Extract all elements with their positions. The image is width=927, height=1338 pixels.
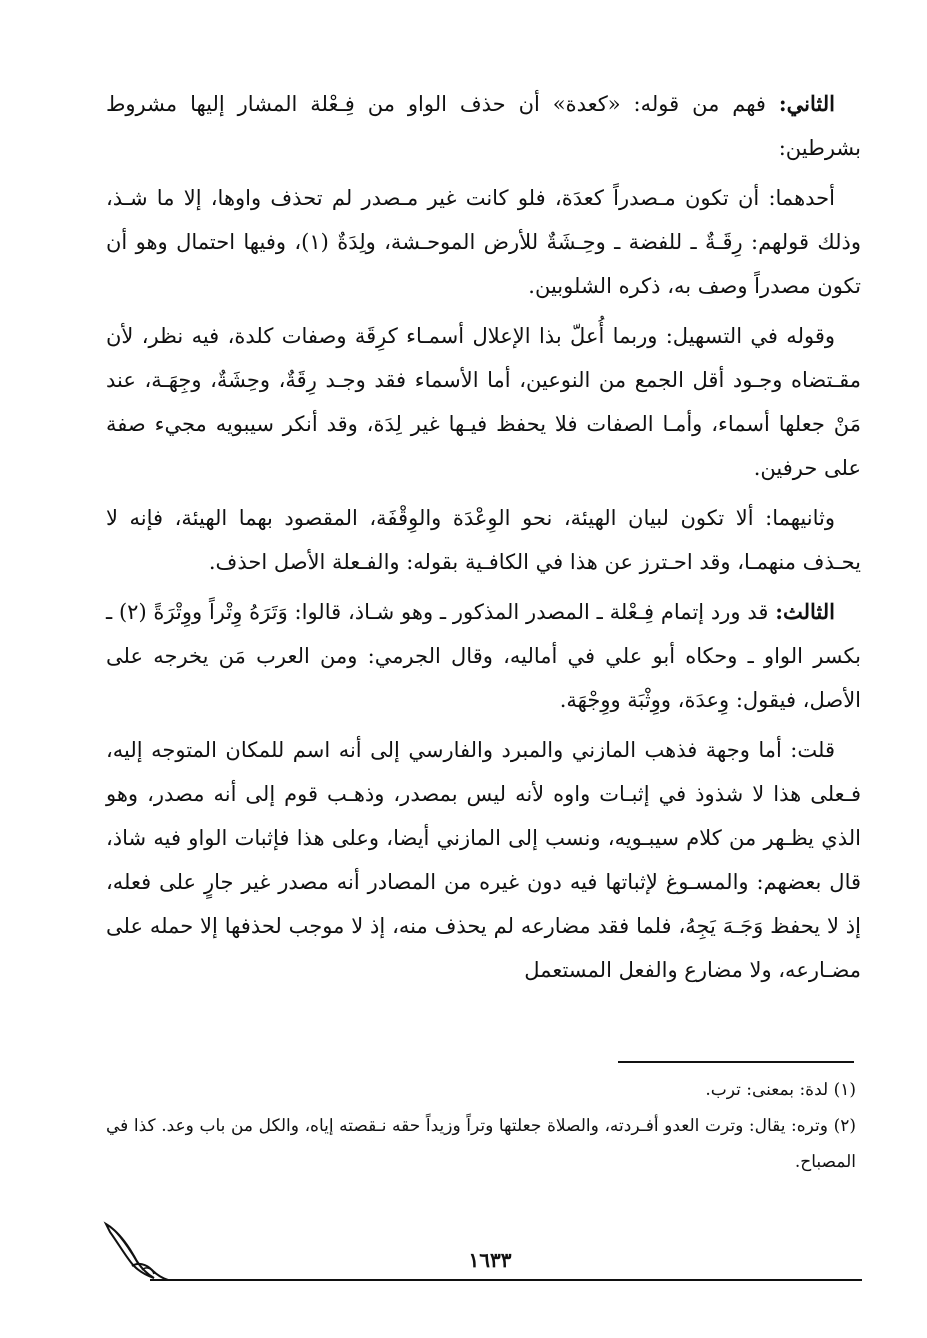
paragraph-text: وقوله في التسهيل: وربما أُعلّ بذا الإعلال أسمـاء كرِقَة وصفات كلدة، فيه نظر، لأن مقـتضاه وجـود أقل الجمع من النوعين، أما الأسماء فقد وجـد رِقَةٌ، وحِشَةٌ، وجِهَـة، عند مَنْ جعلها أسماء، وأمـا الصفات فلا يحفظ فيـها غير لِدَة، وقد أنكر سيبويه مجيء صفة على حرفين. — [106, 324, 861, 480]
paragraph — [106, 176, 861, 308]
bottom-rule — [150, 1279, 862, 1281]
paragraph — [106, 314, 861, 490]
paragraph — [106, 82, 861, 170]
paragraph — [106, 728, 861, 992]
page-number: ١٦٣٣ — [468, 1248, 512, 1272]
paragraph-text: قلت: أما وجهة فذهب المازني والمبرد والفارسي إلى أنه اسم للمكان المتوجه إليه، فـعلى هذا لا شذوذ في إثبـات واوه لأنه ليس بمصدر، وذهـب قوم إلى أنه مصدر، وهو الذي يظـهر من كلام سيبـويه، ونسب إلى المازني أيضا، وعلى هذا فإثبات الواو فيه شاذ، قال بعضهم: والمسـوغ لإثباتها فيه دون غيره من المصادر أنه مصدر غير جارٍ على فعله، إذ لا يحفظ وَجَـهَ يَجِهُ، فلما فقد مضارعه لم يحذف منه، إذ لا موجب لحذفها إلا حمله على مضـارعه، ولا مضارع والفعل المستعمل — [106, 738, 861, 982]
paragraph-text: أحدهما: أن تكون مـصدراً كعدَة، فلو كانت غير مـصدر لم تحذف واوها، إلا ما شـذ، وذلك قولهم: رِقَـةٌ ـ للفضة ـ وحِـشَةٌ للأرض الموحـشة، ولِدَةٌ (١)، وفيها احتمال وهو أن تكون مصدراً وصف به، ذكره الشلوبين. — [106, 186, 861, 298]
paragraph-heading: الثالث: — [775, 599, 835, 624]
footnote: (١) لدة: بمعنى: ترب. — [705, 1080, 856, 1100]
paragraph — [106, 590, 861, 722]
paragraph — [106, 496, 861, 584]
footnote: (٢) وتره: يقال: وترت العدو أفـردته، والصلاة جعلتها وتراً وزيداً حقه نـقصته إياه، والكل من باب وعد. كذا في المصباح. — [106, 1116, 856, 1172]
footnote-divider — [618, 1061, 854, 1063]
paragraph-text: قد ورد إتمام فِـعْلة ـ المصدر المذكور ـ وهو شـاذ، قالوا: وَتَرَهُ وِتْراً ووِتْرَةً (٢) ـ بكسر الواو ـ وحكاه أبو علي في أماليه، وقال الجرمي: ومن العرب مَن يخرجه على الأصل، فيقول: وِعدَة، ووِثْبَة ووِجْهَة. — [106, 600, 861, 712]
paragraph-text: وثانيهما: ألا تكون لبيان الهيئة، نحو الوِعْدَة والوِقْفَة، المقصود بهما الهيئة، فإنه لا يحـذف منهمـا، وقد احـترز عن هذا في الكافـية بقوله: والفـعلة الأصل احذف. — [106, 506, 861, 574]
paragraph-text: فهم من قوله: «كعدة» أن حذف الواو من فِـعْلة المشار إليها مشروط بشرطين: — [106, 92, 861, 160]
paragraph-heading: الثاني: — [778, 91, 835, 116]
quill-ornament-icon — [102, 1220, 172, 1286]
footnotes — [106, 1072, 856, 1180]
main-text — [106, 82, 861, 998]
